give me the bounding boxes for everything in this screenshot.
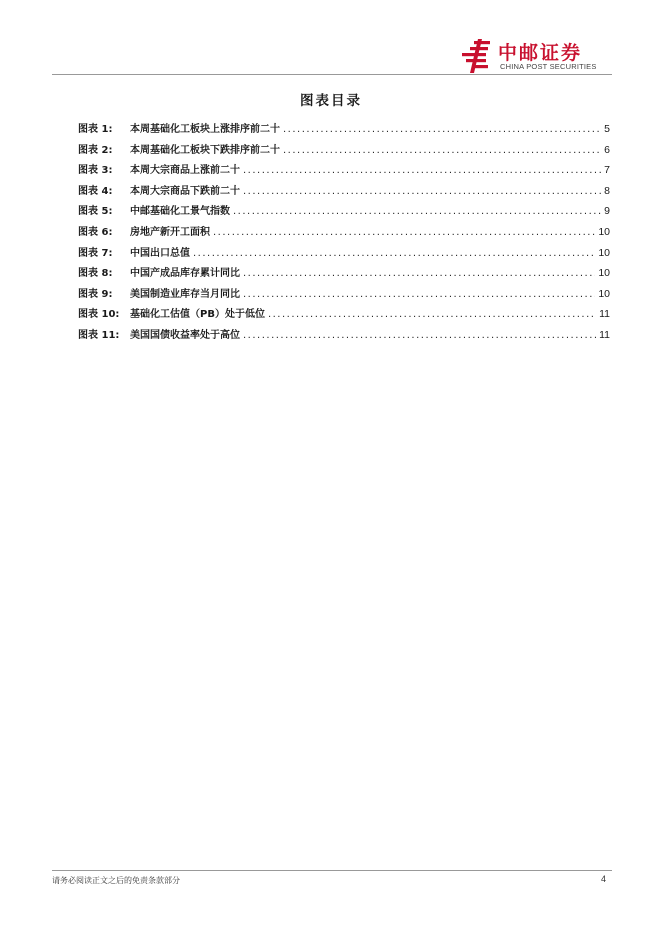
toc-entry-label: 图表 4: bbox=[78, 185, 113, 197]
toc-entry[interactable] bbox=[78, 182, 610, 203]
page-number: 4 bbox=[600, 874, 606, 884]
toc-entry-title: 本周大宗商品上涨前二十 bbox=[130, 165, 240, 177]
company-logo bbox=[460, 38, 610, 74]
toc-entry-title: 基础化工估值（PB）处于低位 bbox=[130, 309, 265, 321]
china-post-logo-icon bbox=[460, 39, 494, 73]
toc-entry-label: 图表 11: bbox=[78, 329, 120, 341]
toc-entry-page: 7 bbox=[604, 164, 610, 177]
toc-dot-leader bbox=[283, 124, 601, 135]
table-of-figures bbox=[78, 120, 610, 347]
toc-entry-title: 美国国债收益率处于高位 bbox=[130, 329, 240, 341]
toc-entry-title: 美国制造业库存当月同比 bbox=[130, 288, 240, 300]
toc-entry[interactable] bbox=[78, 161, 610, 182]
toc-entry-page: 6 bbox=[604, 143, 610, 156]
toc-entry-page: 10 bbox=[598, 287, 610, 300]
toc-dot-leader bbox=[283, 145, 601, 156]
page-header bbox=[52, 38, 612, 75]
toc-entry-title: 本周基础化工板块上涨排序前二十 bbox=[130, 124, 280, 135]
toc-entry-title: 中邮基础化工景气指数 bbox=[130, 206, 230, 218]
toc-entry-title: 房地产新开工面积 bbox=[130, 226, 210, 238]
toc-dot-leader bbox=[243, 186, 601, 197]
toc-entry-page: 10 bbox=[598, 225, 610, 238]
toc-entry-title: 中国出口总值 bbox=[130, 247, 190, 259]
toc-entry[interactable] bbox=[78, 120, 610, 141]
toc-dot-leader bbox=[243, 165, 601, 176]
logo-chinese-text: 中邮证券 bbox=[498, 42, 583, 64]
toc-entry[interactable] bbox=[78, 326, 610, 347]
toc-entry-label: 图表 3: bbox=[78, 165, 113, 177]
toc-entry[interactable] bbox=[78, 264, 610, 285]
toc-dot-leader bbox=[243, 268, 595, 279]
toc-entry-page: 10 bbox=[598, 246, 610, 259]
toc-entry[interactable] bbox=[78, 305, 610, 326]
toc-entry-page: 11 bbox=[599, 308, 610, 321]
toc-entry-label: 图表 10: bbox=[78, 309, 120, 321]
toc-dot-leader bbox=[213, 227, 595, 238]
toc-dot-leader bbox=[268, 309, 596, 320]
toc-entry[interactable] bbox=[78, 202, 610, 223]
toc-entry[interactable] bbox=[78, 244, 610, 265]
toc-entry-label: 图表 7: bbox=[78, 247, 113, 259]
toc-entry-title: 本周大宗商品下跌前二十 bbox=[130, 185, 240, 197]
toc-title: 图表目录 bbox=[300, 93, 362, 109]
toc-entry-label: 图表 2: bbox=[78, 144, 113, 156]
toc-dot-leader bbox=[233, 206, 601, 217]
toc-entry-page: 9 bbox=[604, 205, 610, 218]
toc-entry-label: 图表 8: bbox=[78, 268, 113, 280]
toc-entry-title: 本周基础化工板块下跌排序前二十 bbox=[130, 144, 280, 156]
toc-entry-page: 10 bbox=[598, 267, 610, 280]
toc-dot-leader bbox=[193, 248, 595, 259]
toc-entry-title: 中国产成品库存累计同比 bbox=[130, 268, 240, 280]
toc-entry-label: 图表 9: bbox=[78, 288, 113, 300]
toc-dot-leader bbox=[243, 330, 596, 341]
toc-entry-page: 11 bbox=[599, 328, 610, 341]
toc-entry-page: 8 bbox=[604, 184, 610, 197]
disclaimer-note: 请务必阅读正文之后的免责条款部分 bbox=[52, 876, 180, 885]
page-footer bbox=[52, 870, 612, 885]
toc-entry-label: 图表 5: bbox=[78, 206, 113, 218]
toc-dot-leader bbox=[243, 289, 595, 300]
toc-entry-label: 图表 6: bbox=[78, 226, 113, 238]
toc-entry[interactable] bbox=[78, 141, 610, 162]
logo-english-text: CHINA POST SECURITIES bbox=[500, 62, 597, 71]
toc-entry-page: 5 bbox=[604, 123, 610, 135]
toc-entry[interactable] bbox=[78, 223, 610, 244]
toc-entry-label: 图表 1: bbox=[78, 124, 113, 135]
toc-entry[interactable] bbox=[78, 285, 610, 306]
